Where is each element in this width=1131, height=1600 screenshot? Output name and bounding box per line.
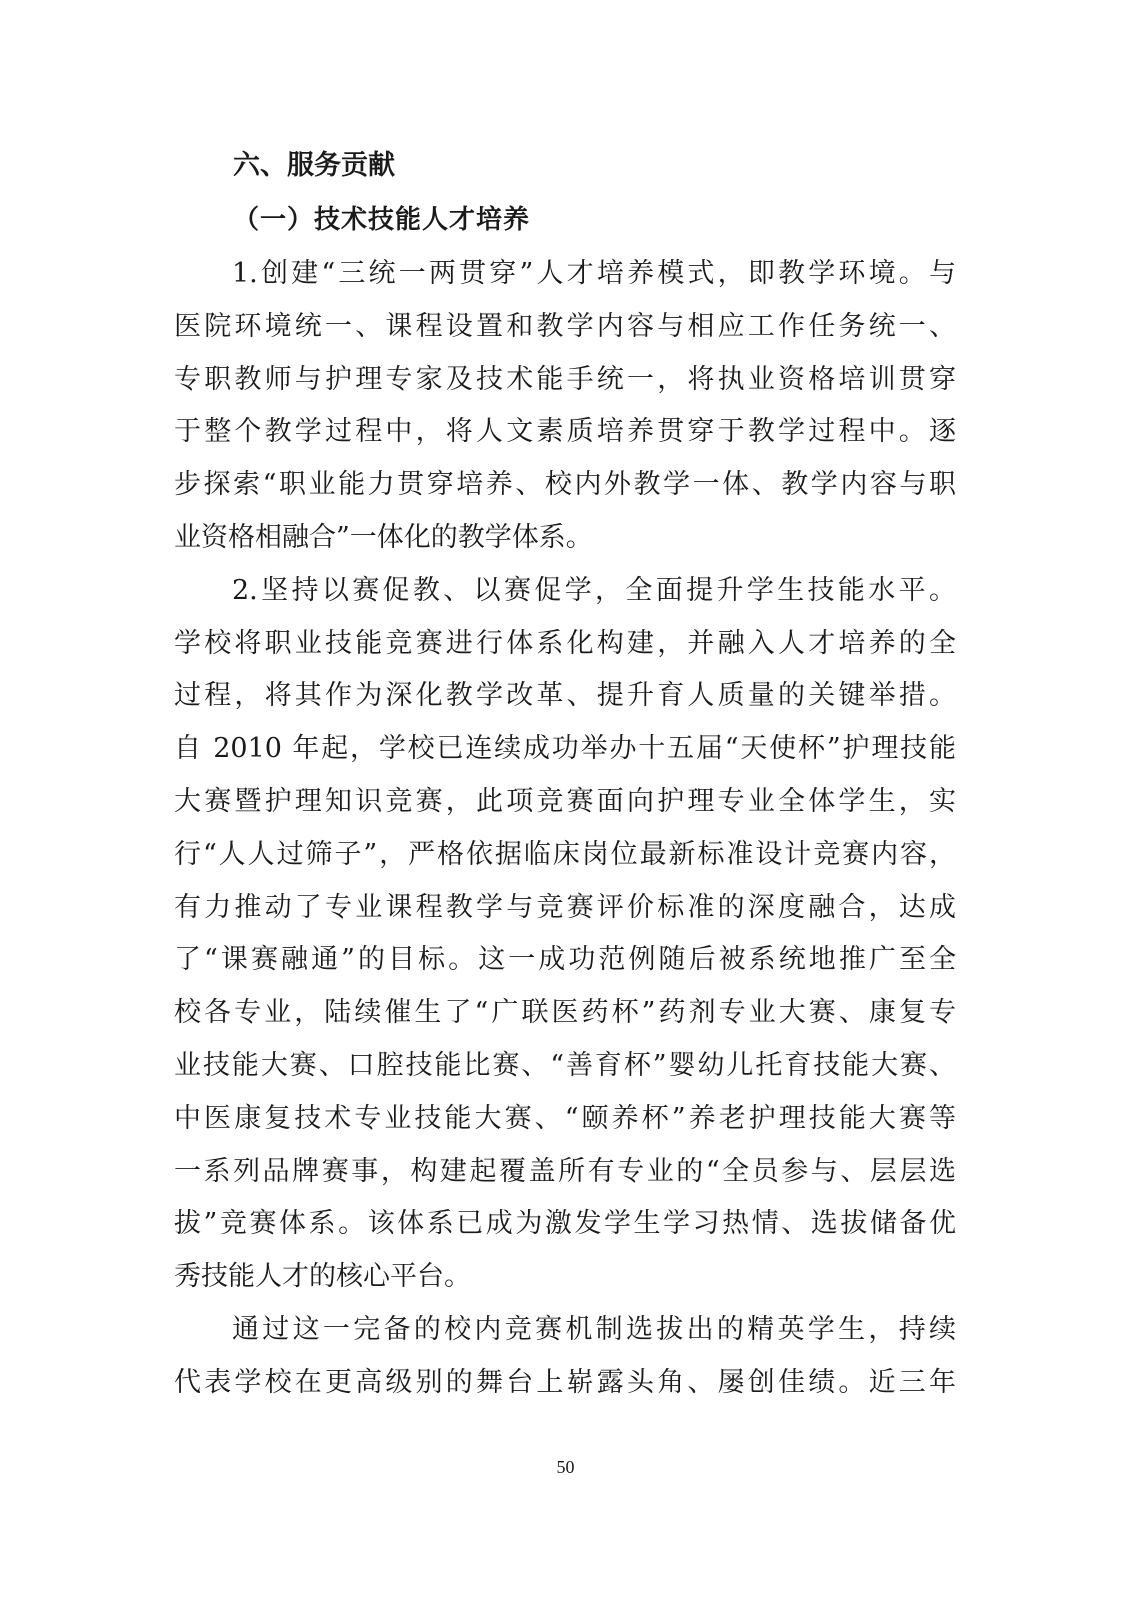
paragraph-line: 有力推动了专业课程教学与竞赛评价标准的深度融合，达成 <box>174 891 956 923</box>
paragraph-line: 秀技能人才的核心平台。 <box>174 1261 471 1293</box>
paragraph-line: 了“课赛融通”的目标。这一成功范例随后被系统地推广至全 <box>174 944 956 976</box>
page-number: 50 <box>556 1457 575 1477</box>
paragraph-line: 行“人人过筛子”，严格依据临床岗位最新标准设计竞赛内容， <box>174 838 956 870</box>
paragraph-line: 拔”竞赛体系。该体系已成为激发学生学习热情、选拔储备优 <box>174 1208 956 1240</box>
paragraph-line: 中医康复技术专业技能大赛、“颐养杯”养老护理技能大赛等 <box>174 1102 956 1134</box>
paragraph-line: 通过这一完备的校内竞赛机制选拔出的精英学生，持续 <box>232 1313 956 1345</box>
section-heading: 六、服务贡献 <box>233 150 395 181</box>
paragraph-line: 1.创建“三统一两贯穿”人才培养模式，即教学环境。与 <box>232 258 956 289</box>
paragraph-line: 业技能大赛、口腔技能比赛、“善育杯”婴幼儿托育技能大赛、 <box>174 1049 956 1081</box>
paragraph-line: 代表学校在更高级别的舞台上崭露头角、屡创佳绩。近三年 <box>174 1366 956 1398</box>
paragraph-line: 2.坚持以赛促教、以赛促学，全面提升学生技能水平。 <box>232 574 956 606</box>
paragraph-line: 一系列品牌赛事，构建起覆盖所有专业的“全员参与、层层选 <box>174 1155 956 1187</box>
paragraph-line: 专职教师与护理专家及技术能手统一，将执业资格培训贯穿 <box>174 363 956 395</box>
paragraph-line: 过程，将其作为深化教学改革、提升育人质量的关键举措。 <box>174 680 956 712</box>
paragraph-line: 大赛暨护理知识竞赛，此项竞赛面向护理专业全体学生，实 <box>174 785 956 817</box>
paragraph-line: 于整个教学过程中，将人文素质培养贯穿于教学过程中。逐 <box>174 416 956 448</box>
paragraph-line: 自 2010 年起，学校已连续成功举办十五届“天使杯”护理技能 <box>174 733 956 765</box>
subsection-heading: （一）技术技能人才培养 <box>233 205 531 235</box>
paragraph-line: 医院环境统一、课程设置和教学内容与相应工作任务统一、 <box>174 310 956 342</box>
paragraph-line: 学校将职业技能竞赛进行体系化构建，并融入人才培养的全 <box>174 627 956 659</box>
body-text <box>174 248 956 1410</box>
paragraph-line: 步探索“职业能力贯穿培养、校内外教学一体、教学内容与职 <box>174 469 956 501</box>
paragraph-line: 校各专业，陆续催生了“广联医药杯”药剂专业大赛、康复专 <box>174 997 956 1029</box>
paragraph-line: 业资格相融合”一体化的教学体系。 <box>174 521 593 553</box>
